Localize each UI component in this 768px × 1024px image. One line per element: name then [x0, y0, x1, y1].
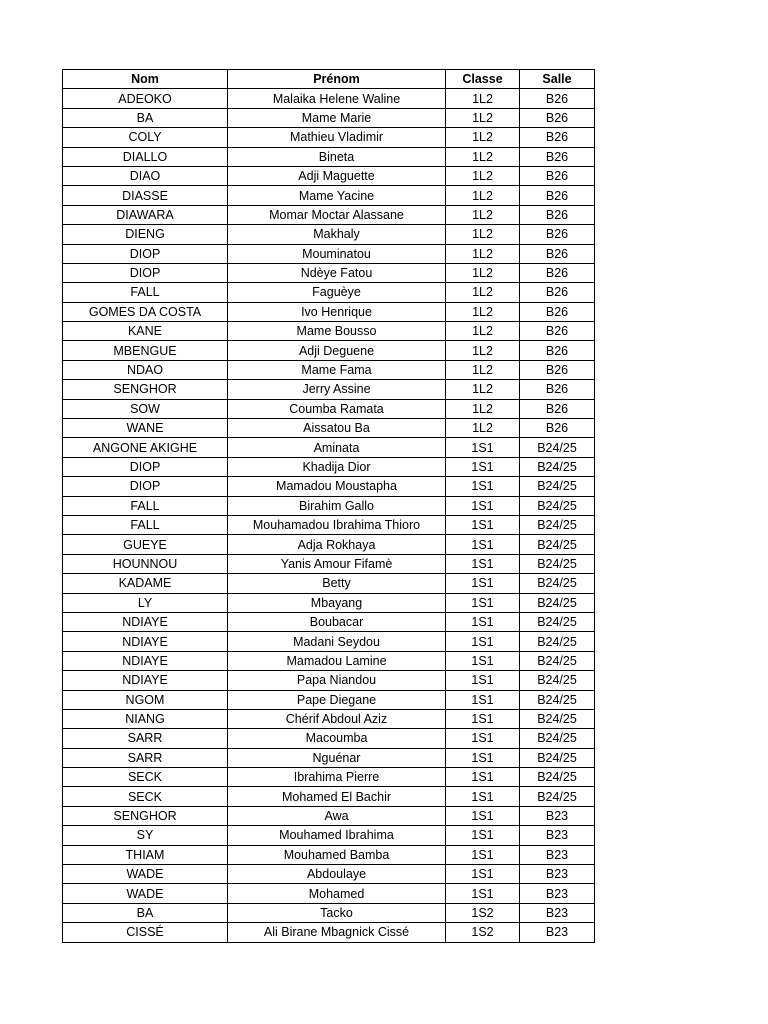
table-row — [63, 166, 595, 185]
table-row — [63, 554, 595, 573]
prenom-cell: Tacko — [228, 903, 446, 922]
table-row — [63, 768, 595, 787]
nom-cell: SECK — [63, 787, 228, 806]
column-header-salle: Salle — [520, 70, 595, 89]
nom-cell: SENGHOR — [63, 806, 228, 825]
classe-cell: 1S2 — [446, 903, 520, 922]
prenom-cell: Bineta — [228, 147, 446, 166]
classe-cell: 1L2 — [446, 147, 520, 166]
table-row — [63, 612, 595, 631]
salle-cell: B26 — [520, 419, 595, 438]
nom-cell: NDIAYE — [63, 651, 228, 670]
prenom-cell: Abdoulaye — [228, 865, 446, 884]
salle-cell: B26 — [520, 166, 595, 185]
salle-cell: B26 — [520, 205, 595, 224]
nom-cell: THIAM — [63, 845, 228, 864]
prenom-cell: Mamadou Moustapha — [228, 477, 446, 496]
salle-cell: B26 — [520, 322, 595, 341]
prenom-cell: Birahim Gallo — [228, 496, 446, 515]
prenom-cell: Awa — [228, 806, 446, 825]
prenom-cell: Ali Birane Mbagnick Cissé — [228, 923, 446, 942]
classe-cell: 1L2 — [446, 205, 520, 224]
classe-cell: 1S1 — [446, 768, 520, 787]
column-header-prenom: Prénom — [228, 70, 446, 89]
table-row — [63, 225, 595, 244]
prenom-cell: Mame Fama — [228, 360, 446, 379]
student-room-sheet — [62, 69, 595, 943]
prenom-cell: Mouminatou — [228, 244, 446, 263]
table-header — [63, 70, 595, 89]
salle-cell: B26 — [520, 244, 595, 263]
classe-cell: 1L2 — [446, 399, 520, 418]
classe-cell: 1S1 — [446, 496, 520, 515]
classe-cell: 1L2 — [446, 283, 520, 302]
nom-cell: ADEOKO — [63, 89, 228, 108]
nom-cell: GOMES DA COSTA — [63, 302, 228, 321]
nom-cell: LY — [63, 593, 228, 612]
prenom-cell: Mouhamadou Ibrahima Thioro — [228, 515, 446, 534]
nom-cell: DIOP — [63, 477, 228, 496]
table-row — [63, 283, 595, 302]
prenom-cell: Mame Yacine — [228, 186, 446, 205]
table-row — [63, 748, 595, 767]
nom-cell: BA — [63, 108, 228, 127]
table-row — [63, 302, 595, 321]
salle-cell: B24/25 — [520, 554, 595, 573]
classe-cell: 1L2 — [446, 360, 520, 379]
classe-cell: 1L2 — [446, 341, 520, 360]
salle-cell: B26 — [520, 283, 595, 302]
salle-cell: B24/25 — [520, 496, 595, 515]
nom-cell: COLY — [63, 128, 228, 147]
nom-cell: ANGONE AKIGHE — [63, 438, 228, 457]
nom-cell: NGOM — [63, 690, 228, 709]
prenom-cell: Madani Seydou — [228, 632, 446, 651]
prenom-cell: Adja Rokhaya — [228, 535, 446, 554]
prenom-cell: Mbayang — [228, 593, 446, 612]
table-row — [63, 787, 595, 806]
classe-cell: 1L2 — [446, 128, 520, 147]
salle-cell: B24/25 — [520, 651, 595, 670]
nom-cell: DIAO — [63, 166, 228, 185]
prenom-cell: Mohamed — [228, 884, 446, 903]
salle-cell: B24/25 — [520, 515, 595, 534]
classe-cell: 1L2 — [446, 244, 520, 263]
table-row — [63, 438, 595, 457]
prenom-cell: Mame Marie — [228, 108, 446, 127]
salle-cell: B24/25 — [520, 457, 595, 476]
table-body — [63, 89, 595, 942]
prenom-cell: Adji Deguene — [228, 341, 446, 360]
table-row — [63, 923, 595, 942]
nom-cell: KADAME — [63, 574, 228, 593]
nom-cell: NIANG — [63, 709, 228, 728]
salle-cell: B24/25 — [520, 574, 595, 593]
table-row — [63, 205, 595, 224]
nom-cell: SARR — [63, 729, 228, 748]
table-row — [63, 574, 595, 593]
salle-cell: B24/25 — [520, 768, 595, 787]
classe-cell: 1S1 — [446, 709, 520, 728]
classe-cell: 1L2 — [446, 108, 520, 127]
salle-cell: B24/25 — [520, 709, 595, 728]
table-row — [63, 477, 595, 496]
salle-cell: B24/25 — [520, 438, 595, 457]
classe-cell: 1L2 — [446, 225, 520, 244]
nom-cell: BA — [63, 903, 228, 922]
nom-cell: NDIAYE — [63, 671, 228, 690]
classe-cell: 1S1 — [446, 477, 520, 496]
nom-cell: MBENGUE — [63, 341, 228, 360]
salle-cell: B26 — [520, 128, 595, 147]
salle-cell: B26 — [520, 302, 595, 321]
salle-cell: B24/25 — [520, 787, 595, 806]
salle-cell: B24/25 — [520, 690, 595, 709]
prenom-cell: Mouhamed Ibrahima — [228, 826, 446, 845]
salle-cell: B26 — [520, 263, 595, 282]
classe-cell: 1S1 — [446, 535, 520, 554]
table-row — [63, 806, 595, 825]
nom-cell: DIOP — [63, 244, 228, 263]
salle-cell: B23 — [520, 923, 595, 942]
table-row — [63, 729, 595, 748]
prenom-cell: Chérif Abdoul Aziz — [228, 709, 446, 728]
nom-cell: DIAWARA — [63, 205, 228, 224]
column-header-nom: Nom — [63, 70, 228, 89]
nom-cell: DIOP — [63, 457, 228, 476]
prenom-cell: Khadija Dior — [228, 457, 446, 476]
table-row — [63, 360, 595, 379]
classe-cell: 1S1 — [446, 612, 520, 631]
classe-cell: 1S1 — [446, 671, 520, 690]
table-row — [63, 903, 595, 922]
prenom-cell: Betty — [228, 574, 446, 593]
prenom-cell: Papa Niandou — [228, 671, 446, 690]
prenom-cell: Mohamed El Bachir — [228, 787, 446, 806]
prenom-cell: Jerry Assine — [228, 380, 446, 399]
prenom-cell: Coumba Ramata — [228, 399, 446, 418]
table-row — [63, 709, 595, 728]
nom-cell: DIENG — [63, 225, 228, 244]
classe-cell: 1S1 — [446, 457, 520, 476]
table-row — [63, 457, 595, 476]
prenom-cell: Boubacar — [228, 612, 446, 631]
nom-cell: SY — [63, 826, 228, 845]
header-row — [63, 70, 595, 89]
prenom-cell: Adji Maguette — [228, 166, 446, 185]
salle-cell: B24/25 — [520, 671, 595, 690]
classe-cell: 1S1 — [446, 806, 520, 825]
classe-cell: 1L2 — [446, 186, 520, 205]
salle-cell: B26 — [520, 147, 595, 166]
nom-cell: NDIAYE — [63, 612, 228, 631]
salle-cell: B26 — [520, 89, 595, 108]
salle-cell: B24/25 — [520, 535, 595, 554]
salle-cell: B23 — [520, 806, 595, 825]
classe-cell: 1S1 — [446, 438, 520, 457]
classe-cell: 1L2 — [446, 89, 520, 108]
classe-cell: 1S2 — [446, 923, 520, 942]
salle-cell: B24/25 — [520, 729, 595, 748]
nom-cell: WADE — [63, 884, 228, 903]
classe-cell: 1S1 — [446, 748, 520, 767]
classe-cell: 1S1 — [446, 865, 520, 884]
salle-cell: B24/25 — [520, 477, 595, 496]
prenom-cell: Mame Bousso — [228, 322, 446, 341]
table-row — [63, 535, 595, 554]
classe-cell: 1L2 — [446, 419, 520, 438]
classe-cell: 1S1 — [446, 884, 520, 903]
salle-cell: B26 — [520, 186, 595, 205]
nom-cell: SARR — [63, 748, 228, 767]
prenom-cell: Nguénar — [228, 748, 446, 767]
nom-cell: WANE — [63, 419, 228, 438]
salle-cell: B23 — [520, 865, 595, 884]
classe-cell: 1S1 — [446, 651, 520, 670]
salle-cell: B26 — [520, 108, 595, 127]
nom-cell: KANE — [63, 322, 228, 341]
table-row — [63, 593, 595, 612]
salle-cell: B26 — [520, 225, 595, 244]
table-row — [63, 419, 595, 438]
classe-cell: 1S1 — [446, 729, 520, 748]
table-row — [63, 244, 595, 263]
nom-cell: FALL — [63, 496, 228, 515]
salle-cell: B24/25 — [520, 748, 595, 767]
classe-cell: 1S1 — [446, 515, 520, 534]
classe-cell: 1S1 — [446, 554, 520, 573]
classe-cell: 1S1 — [446, 574, 520, 593]
salle-cell: B23 — [520, 884, 595, 903]
table-row — [63, 884, 595, 903]
salle-cell: B23 — [520, 845, 595, 864]
salle-cell: B26 — [520, 341, 595, 360]
table-row — [63, 496, 595, 515]
prenom-cell: Aminata — [228, 438, 446, 457]
classe-cell: 1L2 — [446, 322, 520, 341]
table-row — [63, 632, 595, 651]
nom-cell: CISSÉ — [63, 923, 228, 942]
table-row — [63, 671, 595, 690]
nom-cell: SENGHOR — [63, 380, 228, 399]
nom-cell: SOW — [63, 399, 228, 418]
nom-cell: FALL — [63, 515, 228, 534]
table-row — [63, 690, 595, 709]
classe-cell: 1S1 — [446, 632, 520, 651]
classe-cell: 1S1 — [446, 787, 520, 806]
table-row — [63, 826, 595, 845]
table-row — [63, 108, 595, 127]
table-row — [63, 89, 595, 108]
nom-cell: DIALLO — [63, 147, 228, 166]
table-row — [63, 128, 595, 147]
classe-cell: 1L2 — [446, 263, 520, 282]
salle-cell: B23 — [520, 903, 595, 922]
table-row — [63, 845, 595, 864]
nom-cell: FALL — [63, 283, 228, 302]
prenom-cell: Ivo Henrique — [228, 302, 446, 321]
classe-cell: 1S1 — [446, 593, 520, 612]
prenom-cell: Ndèye Fatou — [228, 263, 446, 282]
salle-cell: B24/25 — [520, 632, 595, 651]
nom-cell: WADE — [63, 865, 228, 884]
table-row — [63, 399, 595, 418]
prenom-cell: Ibrahima Pierre — [228, 768, 446, 787]
table-row — [63, 515, 595, 534]
nom-cell: NDAO — [63, 360, 228, 379]
column-header-classe: Classe — [446, 70, 520, 89]
prenom-cell: Makhaly — [228, 225, 446, 244]
classe-cell: 1S1 — [446, 690, 520, 709]
nom-cell: GUEYE — [63, 535, 228, 554]
classe-cell: 1L2 — [446, 302, 520, 321]
nom-cell: SECK — [63, 768, 228, 787]
nom-cell: NDIAYE — [63, 632, 228, 651]
classe-cell: 1S1 — [446, 826, 520, 845]
table-row — [63, 263, 595, 282]
salle-cell: B24/25 — [520, 612, 595, 631]
student-table — [62, 69, 595, 943]
table-row — [63, 865, 595, 884]
table-row — [63, 147, 595, 166]
prenom-cell: Momar Moctar Alassane — [228, 205, 446, 224]
prenom-cell: Macoumba — [228, 729, 446, 748]
table-row — [63, 341, 595, 360]
table-row — [63, 380, 595, 399]
prenom-cell: Mathieu Vladimir — [228, 128, 446, 147]
prenom-cell: Malaika Helene Waline — [228, 89, 446, 108]
table-row — [63, 322, 595, 341]
prenom-cell: Mamadou Lamine — [228, 651, 446, 670]
classe-cell: 1S1 — [446, 845, 520, 864]
salle-cell: B26 — [520, 380, 595, 399]
nom-cell: DIASSE — [63, 186, 228, 205]
salle-cell: B26 — [520, 399, 595, 418]
salle-cell: B26 — [520, 360, 595, 379]
classe-cell: 1L2 — [446, 380, 520, 399]
prenom-cell: Yanis Amour Fifamè — [228, 554, 446, 573]
prenom-cell: Mouhamed Bamba — [228, 845, 446, 864]
classe-cell: 1L2 — [446, 166, 520, 185]
salle-cell: B23 — [520, 826, 595, 845]
prenom-cell: Faguèye — [228, 283, 446, 302]
table-row — [63, 186, 595, 205]
salle-cell: B24/25 — [520, 593, 595, 612]
table-row — [63, 651, 595, 670]
prenom-cell: Aissatou Ba — [228, 419, 446, 438]
nom-cell: HOUNNOU — [63, 554, 228, 573]
nom-cell: DIOP — [63, 263, 228, 282]
prenom-cell: Pape Diegane — [228, 690, 446, 709]
